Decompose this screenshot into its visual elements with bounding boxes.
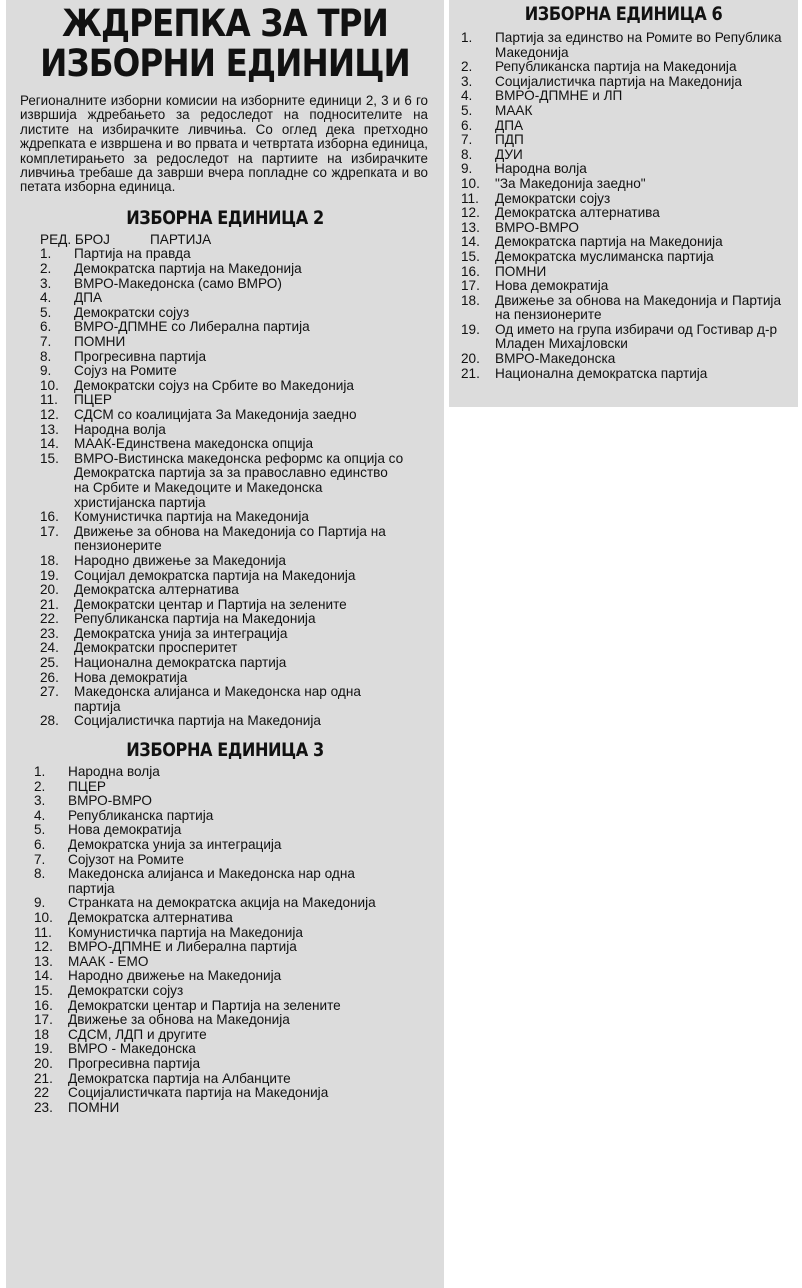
list-item xyxy=(34,911,404,926)
item-party: СДСМ, ЛДП и другите xyxy=(68,1026,207,1042)
item-number: 19. xyxy=(40,567,59,583)
list-item xyxy=(40,335,404,350)
list-item xyxy=(461,206,786,221)
item-party: Партија на правда xyxy=(74,246,191,262)
item-party: Демократска партија на Македонија xyxy=(495,234,723,250)
list-item xyxy=(461,89,786,104)
item-party: Социјалистичката партија на Македонија xyxy=(68,1085,329,1101)
list-item xyxy=(40,612,404,627)
item-number: 23. xyxy=(40,625,59,641)
item-party: Народно движење на Македонија xyxy=(68,968,282,984)
item-party: Нова демократија xyxy=(68,822,182,838)
item-party: "За Македонија заедно" xyxy=(495,175,646,191)
item-party: Комунистичка партија на Македонија xyxy=(68,924,303,940)
item-party: МААК-Единствена македонска опција xyxy=(74,436,314,452)
item-number: 1. xyxy=(40,246,52,262)
item-party: Републиканска партија на Македонија xyxy=(74,611,316,627)
item-number: 22 xyxy=(34,1085,50,1101)
item-number: 8. xyxy=(40,348,52,364)
list-item xyxy=(40,291,404,306)
item-party: Народна волја xyxy=(74,421,166,437)
list-item xyxy=(461,250,786,265)
list-item xyxy=(40,306,404,321)
item-party: Демократски сојуз xyxy=(68,982,184,998)
item-party: Социјалистичка партија на Македонија xyxy=(495,73,742,89)
item-number: 13. xyxy=(40,421,59,437)
item-party: Народна волја xyxy=(68,764,160,780)
list-item xyxy=(461,104,786,119)
item-number: 1. xyxy=(34,764,46,780)
list-item xyxy=(40,423,404,438)
list-item xyxy=(40,320,404,335)
list-item xyxy=(34,1086,404,1101)
list-item xyxy=(461,294,786,323)
item-number: 18 xyxy=(34,1026,50,1042)
item-party: Демократска алтернатива xyxy=(74,582,239,598)
item-party: Демократски центар и Партија на зелените xyxy=(68,997,341,1013)
item-number: 11. xyxy=(34,924,52,940)
list-item xyxy=(40,452,404,510)
item-number: 16. xyxy=(34,997,53,1013)
item-number: 2. xyxy=(40,261,52,277)
item-number: 6. xyxy=(40,319,52,335)
list-item xyxy=(34,823,404,838)
list-item xyxy=(34,780,404,795)
item-number: 2. xyxy=(461,59,473,75)
item-number: 14. xyxy=(40,436,59,452)
list-item xyxy=(34,896,404,911)
item-party: Демократска алтернатива xyxy=(68,909,233,925)
list-item xyxy=(461,119,786,134)
item-number: 5. xyxy=(40,304,52,320)
item-party: ВМРО-Македонска xyxy=(495,351,616,367)
item-party: Нова демократија xyxy=(495,278,609,294)
item-party: ВМРО-ДПМНЕ и ЛП xyxy=(495,88,623,104)
item-party: Демократска алтернатива xyxy=(495,205,660,221)
item-party: Македонска алијанса и Македонска нар одна партија xyxy=(74,684,361,714)
item-party: ВМРО-Вистинска македонска реформс ка опција со Демократска партија за за православно единство на Србите и Македоците и Македонска христијанска партија xyxy=(74,450,404,510)
list-item xyxy=(461,133,786,148)
item-number: 5. xyxy=(34,822,46,838)
item-party: СДСМ со коалицијата За Македонија заедно xyxy=(74,406,357,422)
item-party: Движење за обнова на Македонија xyxy=(68,1012,290,1028)
item-party: Демократски центар и Партија на зелените xyxy=(74,596,347,612)
list-item xyxy=(40,277,404,292)
list-item xyxy=(461,162,786,177)
item-number: 3. xyxy=(40,275,52,291)
list-item xyxy=(34,999,404,1014)
item-number: 13. xyxy=(34,953,53,969)
item-party: Демократска муслиманска партија xyxy=(495,248,714,264)
item-number: 21. xyxy=(461,365,480,381)
item-number: 4. xyxy=(34,807,46,823)
item-number: 7. xyxy=(461,132,473,148)
unit3-section xyxy=(6,739,444,1115)
list-item xyxy=(40,525,404,554)
list-item xyxy=(461,75,786,90)
item-number: 12. xyxy=(40,406,59,422)
item-party: Демократска партија на Албанците xyxy=(68,1070,291,1086)
unit2-list xyxy=(40,247,404,729)
item-party: Странката на демократска акција на Македонија xyxy=(68,895,376,911)
item-party: ПОМНИ xyxy=(495,263,547,279)
item-party: Демократска унија за интеграција xyxy=(74,625,288,641)
item-number: 4. xyxy=(40,290,52,306)
item-party: МААК xyxy=(495,102,533,118)
list-item xyxy=(34,969,404,984)
item-party: Движење за обнова на Македонија и Партија на пензионерите xyxy=(495,292,781,323)
article-title xyxy=(6,0,444,84)
item-party: ПЦЕР xyxy=(68,778,106,794)
item-number: 17. xyxy=(461,278,480,294)
unit2-header-row xyxy=(40,233,404,248)
item-number: 5. xyxy=(461,102,473,118)
list-item xyxy=(461,60,786,75)
list-item xyxy=(461,148,786,163)
list-item xyxy=(34,853,404,868)
item-number: 12. xyxy=(461,205,480,221)
list-item xyxy=(34,940,404,955)
unit2-col-num: РЕД. БРОЈ xyxy=(40,231,110,247)
list-item xyxy=(461,352,786,367)
list-item xyxy=(34,1028,404,1043)
item-number: 14. xyxy=(461,234,480,250)
item-number: 17. xyxy=(34,1012,53,1028)
unit2-heading: ИЗБОРНА ЕДИНИЦА 2 xyxy=(126,206,324,229)
list-item xyxy=(40,714,404,729)
item-party: Прогресивна партија xyxy=(74,348,207,364)
item-party: Македонска алијанса и Македонска нар одна партија xyxy=(68,866,355,896)
list-item xyxy=(40,350,404,365)
list-item xyxy=(40,656,404,671)
unit3-heading: ИЗБОРНА ЕДИНИЦА 3 xyxy=(126,739,324,762)
list-item xyxy=(461,192,786,207)
item-number: 6. xyxy=(34,837,46,852)
item-party: ВМРО-Македонска (само ВМРО) xyxy=(74,275,282,291)
item-number: 24. xyxy=(40,640,59,656)
list-item xyxy=(40,393,404,408)
item-party: Демократска унија за интеграција xyxy=(68,837,282,852)
item-number: 21. xyxy=(34,1070,53,1086)
item-number: 20. xyxy=(40,582,59,598)
list-item xyxy=(34,838,404,853)
list-item xyxy=(461,279,786,294)
list-item xyxy=(34,1042,404,1057)
item-party: Републиканска партија xyxy=(68,807,214,823)
item-number: 9. xyxy=(34,895,46,911)
item-number: 2. xyxy=(34,778,46,794)
item-party: Народно движење за Македонија xyxy=(74,552,286,568)
item-party: Национална демократска партија xyxy=(495,365,708,381)
item-party: Демократски сојуз xyxy=(495,190,611,206)
list-item xyxy=(34,1013,404,1028)
unit6-heading: ИЗБОРНА ЕДИНИЦА 6 xyxy=(524,3,723,25)
item-party: Сојузот на Ромите xyxy=(68,851,184,867)
list-item xyxy=(461,235,786,250)
list-item xyxy=(34,1101,404,1116)
item-number: 19. xyxy=(461,321,480,337)
unit2-section xyxy=(6,207,444,729)
item-party: ВМРО-ДПМНЕ и Либерална партија xyxy=(68,939,297,955)
item-party: Републиканска партија на Македонија xyxy=(495,59,737,75)
list-item xyxy=(34,809,404,824)
item-party: МААК - ЕМО xyxy=(68,953,149,969)
item-number: 3. xyxy=(34,793,46,809)
list-item xyxy=(40,569,404,584)
left-column xyxy=(6,0,444,1288)
item-party: Партија за единство на Ромите во Република Македонија xyxy=(495,30,782,60)
item-number: 23. xyxy=(34,1099,53,1115)
list-item xyxy=(34,794,404,809)
item-party: ДПА xyxy=(74,290,103,306)
list-item xyxy=(34,1057,404,1072)
unit2-list-wrap xyxy=(40,233,404,729)
list-item xyxy=(40,408,404,423)
item-number: 16. xyxy=(461,263,480,279)
item-party: Демократски просперитет xyxy=(74,640,238,656)
item-number: 28. xyxy=(40,713,59,729)
item-number: 14. xyxy=(34,968,53,984)
list-item xyxy=(40,598,404,613)
item-number: 10. xyxy=(461,175,480,191)
item-number: 15. xyxy=(40,450,59,466)
item-number: 3. xyxy=(461,73,473,89)
list-item xyxy=(34,765,404,780)
item-party: Нова демократија xyxy=(74,669,188,685)
item-number: 18. xyxy=(40,552,59,568)
list-item xyxy=(461,31,786,60)
item-number: 11. xyxy=(40,392,58,408)
item-number: 21. xyxy=(40,596,59,612)
item-number: 19. xyxy=(34,1041,53,1057)
list-item xyxy=(461,221,786,236)
list-item xyxy=(34,926,404,941)
list-item xyxy=(40,247,404,262)
item-number: 10. xyxy=(34,909,53,925)
item-party: ПОМНИ xyxy=(74,334,126,349)
item-number: 1. xyxy=(461,30,473,45)
right-column xyxy=(449,0,798,407)
item-number: 25. xyxy=(40,655,59,671)
item-number: 20. xyxy=(461,351,480,367)
item-number: 7. xyxy=(34,851,46,867)
item-number: 10. xyxy=(40,377,59,393)
item-party: ПДП xyxy=(495,132,524,148)
item-party: Движење за обнова на Македонија со Партија на пензионерите xyxy=(74,523,386,554)
item-party: Демократски сојуз xyxy=(74,304,190,320)
list-item xyxy=(34,867,404,896)
list-item xyxy=(40,685,404,714)
list-item xyxy=(40,510,404,525)
item-party: Демократска партија на Македонија xyxy=(74,261,302,277)
list-item xyxy=(40,379,404,394)
item-party: Национална демократска партија xyxy=(74,655,287,671)
item-number: 26. xyxy=(40,669,59,685)
item-party: Од името на група избирачи од Гостивар д-р Младен Михајловски xyxy=(495,321,778,352)
item-party: ПЦЕР xyxy=(74,392,112,408)
item-number: 9. xyxy=(461,161,473,177)
list-item xyxy=(461,367,786,382)
item-number: 7. xyxy=(40,334,52,349)
item-number: 8. xyxy=(34,866,46,882)
item-number: 27. xyxy=(40,684,59,700)
item-number: 18. xyxy=(461,292,480,308)
item-party: ДУИ xyxy=(495,146,523,162)
item-party: ПОМНИ xyxy=(68,1099,120,1115)
item-number: 8. xyxy=(461,146,473,162)
item-number: 6. xyxy=(461,117,473,133)
item-number: 20. xyxy=(34,1055,53,1071)
list-item xyxy=(40,262,404,277)
item-number: 13. xyxy=(461,219,480,235)
item-party: Социјал демократска партија на Македонија xyxy=(74,567,356,583)
item-number: 9. xyxy=(40,363,52,379)
item-party: Сојуз на Ромите xyxy=(74,363,177,379)
intro-paragraph: Регионалните изборни комисии на изборните единици 2, 3 и 6 го извршија ждребањето за редоследот на подносителите на листите на избирачките ливчиња. Со оглед дека претходно ждрепката е извршена и во првата и четвртата изборна единица, комплетирањето за редоследот на партиите на избирачките ливчиња требаше да заврши вчера попладне со ждрепката и во петата изборна единица. xyxy=(20,93,428,195)
item-number: 12. xyxy=(34,939,53,955)
item-party: ВМРО-ВМРО xyxy=(68,793,152,809)
item-number: 22. xyxy=(40,611,59,627)
title-line-1: ЖДРЕПКА ЗА ТРИ xyxy=(61,2,389,45)
item-party: ВМРО - Македонска xyxy=(68,1041,196,1057)
item-number: 16. xyxy=(40,509,59,525)
item-number: 15. xyxy=(34,982,53,998)
unit3-list-wrap xyxy=(34,765,404,1115)
item-party: Народна волја xyxy=(495,161,587,177)
unit6-list xyxy=(461,31,786,381)
list-item xyxy=(34,984,404,999)
list-item xyxy=(34,955,404,970)
list-item xyxy=(34,1072,404,1087)
list-item xyxy=(461,265,786,280)
unit2-col-party: ПАРТИЈА xyxy=(150,231,212,247)
item-party: Прогресивна партија xyxy=(68,1055,201,1071)
item-number: 15. xyxy=(461,248,480,264)
list-item xyxy=(40,627,404,642)
list-item xyxy=(40,554,404,569)
list-item xyxy=(40,671,404,686)
item-number: 17. xyxy=(40,523,59,539)
item-number: 11. xyxy=(461,190,479,206)
item-number: 4. xyxy=(461,88,473,104)
item-party: ДПА xyxy=(495,117,524,133)
item-party: ВМРО-ДПМНЕ со Либерална партија xyxy=(74,319,310,335)
list-item xyxy=(40,437,404,452)
list-item xyxy=(40,583,404,598)
title-line-2: ИЗБОРНИ ЕДИНИЦИ xyxy=(40,42,410,85)
list-item xyxy=(461,177,786,192)
unit3-list xyxy=(34,765,404,1115)
item-party: Демократски сојуз на Србите во Македонија xyxy=(74,377,354,393)
item-party: Комунистичка партија на Македонија xyxy=(74,509,309,525)
item-party: Социјалистичка партија на Македонија xyxy=(74,713,321,729)
list-item xyxy=(461,323,786,352)
unit6-list-wrap xyxy=(461,31,786,381)
list-item xyxy=(40,364,404,379)
list-item xyxy=(40,641,404,656)
item-party: ВМРО-ВМРО xyxy=(495,219,579,235)
